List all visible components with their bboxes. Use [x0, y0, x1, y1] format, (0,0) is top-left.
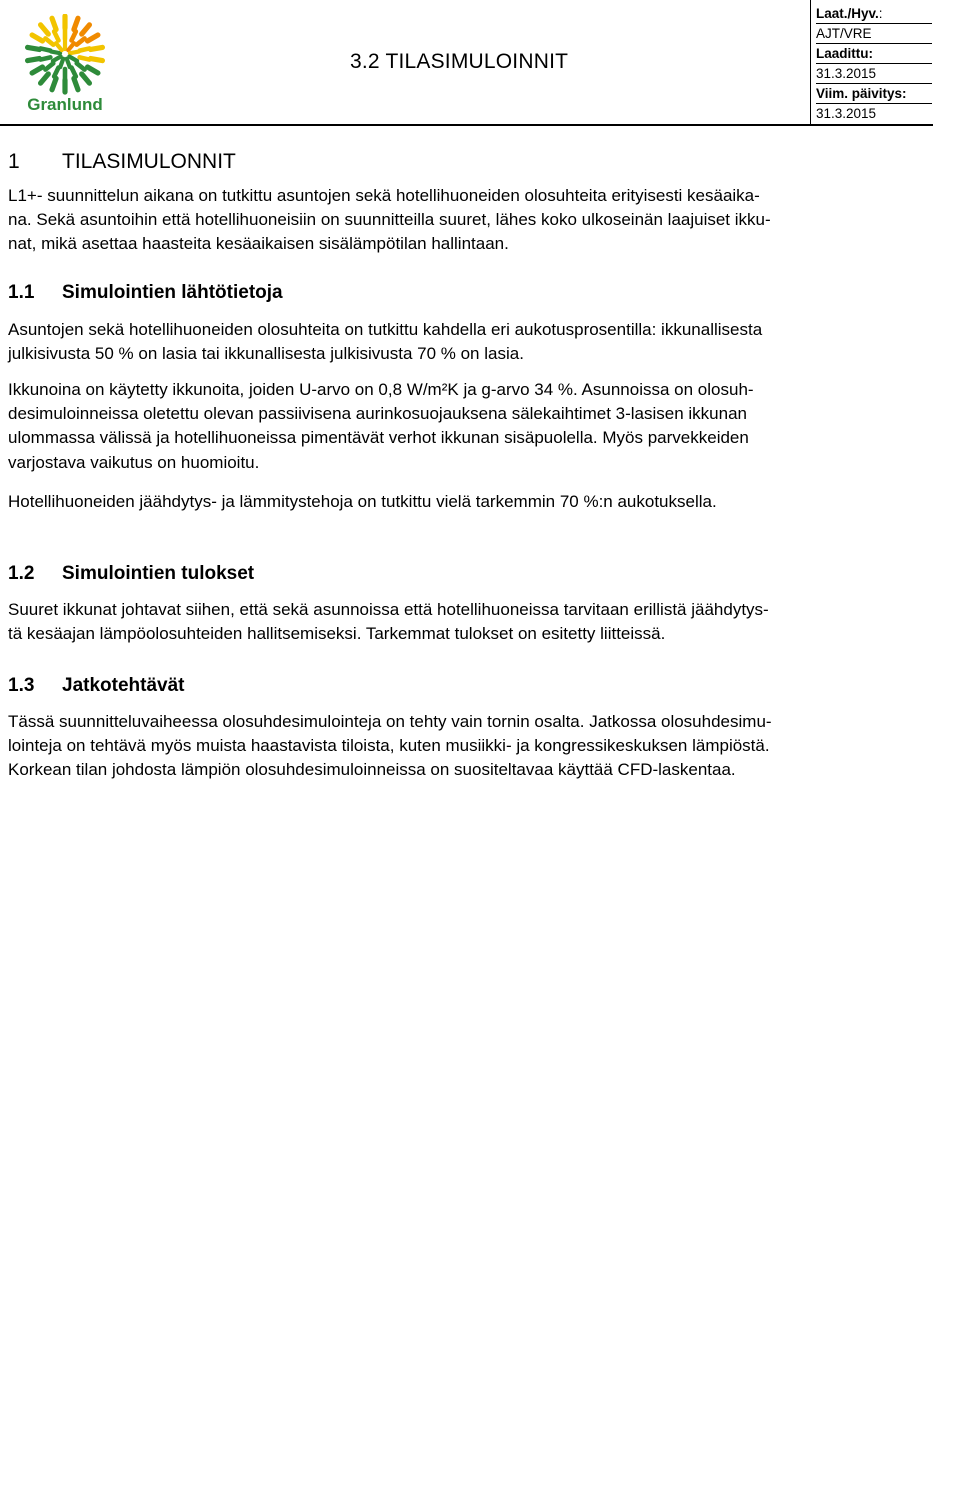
logo-ray: [77, 38, 85, 44]
logo-ray: [52, 78, 56, 89]
section-1-title: TILASIMULONNIT: [62, 150, 236, 173]
logo-ray: [80, 48, 90, 50]
meta-paivitys-label: Viim. päivitys:: [816, 84, 932, 104]
logo-ray: [56, 43, 62, 50]
section-1-1-paragraph-3: Hotellihuoneiden jäähdytys- ja lämmitystehoja on tutkittu vielä tarkemmin 70 %:n aukotuksella.: [8, 492, 717, 511]
logo-ray: [52, 18, 56, 29]
section-1-2-number: 1.2: [8, 563, 35, 584]
meta-laadittu-label: Laadittu:: [816, 44, 932, 64]
granlund-logo: [22, 14, 108, 118]
meta-laat-label: Laat./Hyv.: [816, 6, 879, 21]
header-rule: [0, 124, 933, 126]
logo-ray: [53, 57, 61, 62]
logo-text: Granlund: [27, 95, 103, 114]
meta-laat-value: AJT/VRE: [816, 24, 932, 44]
logo-ray: [70, 52, 79, 54]
section-1-heading: [8, 150, 236, 174]
logo-ray: [54, 31, 58, 40]
logo-ray: [32, 35, 42, 41]
section-1-3-number: 1.3: [8, 675, 35, 696]
logo-ray: [28, 47, 40, 49]
logo-ray: [32, 67, 42, 73]
meta-paivitys-value: 31.3.2015: [816, 106, 877, 121]
logo-ray: [41, 25, 49, 34]
section-1-2-heading: [8, 563, 254, 585]
section-1-2-title: Simulointien tulokset: [62, 563, 255, 584]
section-1-1-paragraph-2: Ikkunoina on käytetty ikkunoita, joiden U-arvo on 0,8 W/m²K ja g-arvo 34 %. Asunnoissa on olosuh- desimuloinneissa oletettu olevan passiivisena aurinkosuojauksena sälekaihtimet 3-lasisen ikkunan ulommassa välissä ja hotellihuoneissa pimentävät verhot ikkunan sisäpuolella. Myös parvekkeiden varjostava vaikutus on huomioitu.: [8, 380, 754, 472]
logo-ray: [68, 43, 74, 50]
logo-ray: [60, 59, 63, 67]
logo-ray: [77, 63, 85, 69]
logo-ray: [67, 59, 70, 67]
meta-laat-row: [816, 4, 932, 24]
section-1-1-heading: [8, 282, 283, 304]
logo-ray: [45, 63, 53, 69]
logo-ray: [69, 57, 77, 62]
section-1-3-paragraph: Tässä suunnitteluvaiheessa olosuhdesimulointeja on tehty vain tornin osalta. Jatkossa olosuhdesimu- lointeja on tehtävä myös muista haastavista tiloista, kuten musiikki- ja kongressikeskuksen lämpiöstä. Korkean tilan johdosta lämpiön olosuhdesimuloinneissa on suositeltavaa käyttää CFD-laskentaa.: [8, 712, 772, 780]
logo-ray: [41, 57, 51, 59]
logo-ray: [28, 59, 40, 61]
page-header: [0, 0, 960, 130]
logo-ray: [51, 52, 60, 54]
section-1-number: 1: [8, 150, 20, 173]
header-divider: [810, 0, 811, 124]
header-metadata: [816, 4, 932, 123]
logo-ray: [54, 68, 58, 77]
logo-ray: [80, 57, 90, 59]
section-1-3-heading: [8, 675, 185, 697]
logo-ray: [41, 74, 49, 83]
section-1-1-title: Simulointien lähtötietoja: [62, 282, 283, 303]
logo-ray: [74, 18, 78, 29]
meta-laadittu-value: 31.3.2015: [816, 64, 932, 84]
logo-ray: [82, 25, 90, 34]
logo-ray: [91, 47, 103, 49]
logo-ray: [41, 48, 51, 50]
logo-ray: [88, 35, 98, 41]
document-title: 3.2 TILASIMULOINNIT: [350, 50, 569, 73]
logo-ray: [45, 38, 53, 44]
section-1-3-title: Jatkotehtävät: [62, 675, 185, 696]
meta-laat-colon: :: [878, 6, 883, 21]
section-1-paragraph: L1+- suunnittelun aikana on tutkittu asuntojen sekä hotellihuoneiden olosuhteita erityisesti kesäaika- na. Sekä asuntoihin että hotellihuoneisiin on suunnitteilla suuret, lähes koko ulkoseinän laajuiset ikku- nat, mikä asettaa haasteita kesäaikaisen sisälämpötilan hallintaan.: [8, 186, 771, 254]
section-1-2-paragraph: Suuret ikkunat johtavat siihen, että sekä asunnoissa että hotellihuoneissa tarvitaan erillistä jäähdytys- tä kesäajan lämpöolosuhteiden hallitsemiseksi. Tarkemmat tulokset on esitetty liitteissä.: [8, 600, 769, 644]
logo-ray: [74, 78, 78, 89]
logo-ray: [72, 31, 76, 40]
logo-ray: [91, 59, 103, 61]
section-1-1-paragraph-1: Asuntojen sekä hotellihuoneiden olosuhteita on tutkittu kahdella eri aukotusprosentilla: ikkunallisesta julkisivusta 50 % on lasia tai ikkunallisesta julkisivusta 70 % on lasia.: [8, 320, 763, 364]
logo-ray: [88, 67, 98, 73]
logo-ray: [72, 68, 76, 77]
section-1-1-number: 1.1: [8, 282, 35, 303]
logo-ray: [82, 74, 90, 83]
